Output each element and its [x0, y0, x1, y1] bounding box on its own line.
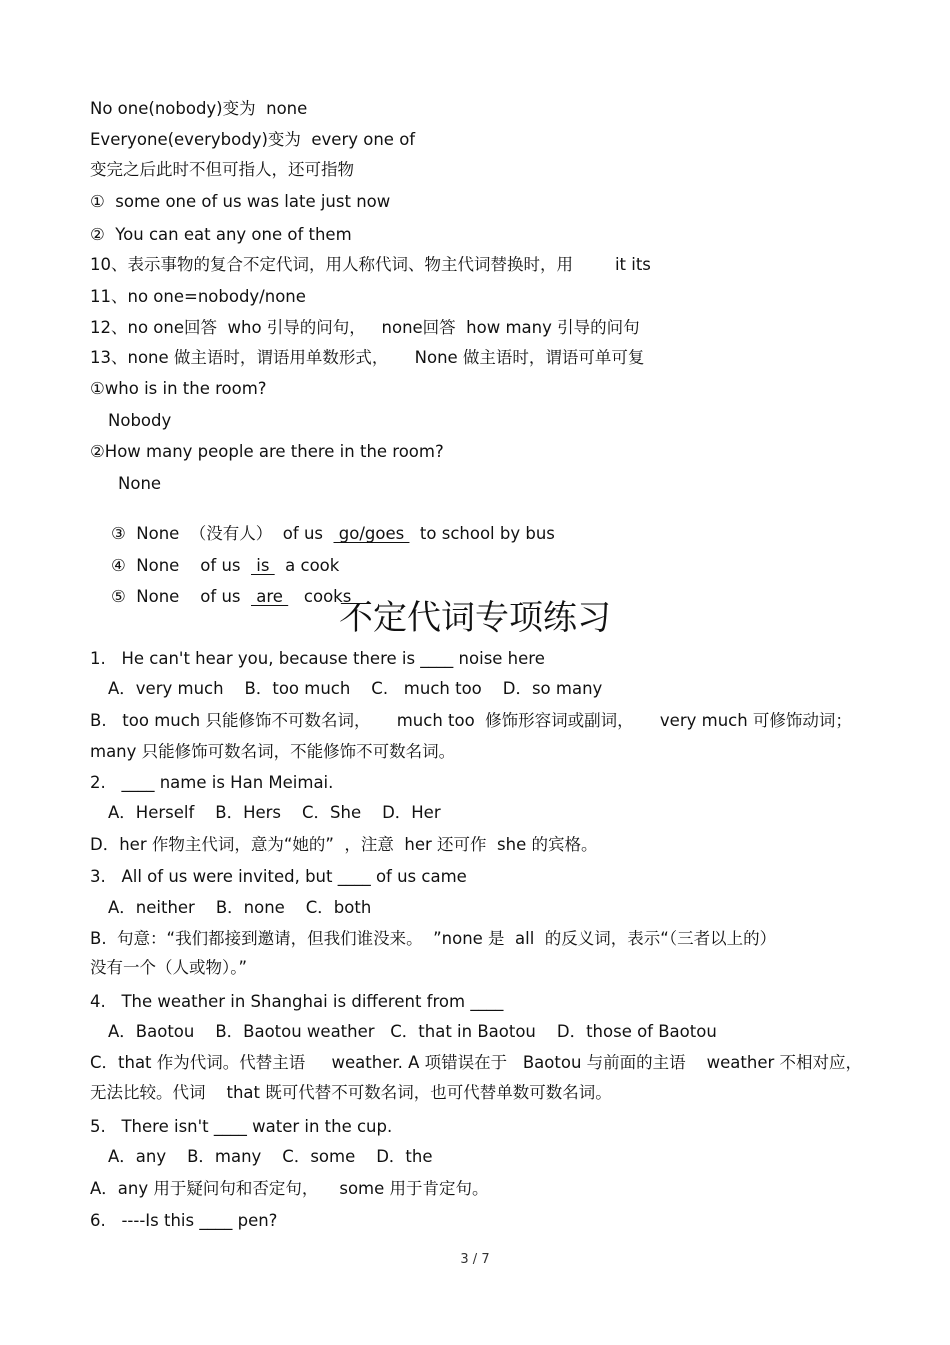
question-3-options: A．neither B．none C．both	[108, 898, 372, 917]
question-3: 3. All of us were invited, but ____ of us came	[90, 867, 467, 886]
question-6: 6. ----Is this ____ pen?	[90, 1211, 278, 1230]
section-title: 不定代词专项练习	[339, 598, 611, 638]
note-line-2: Everyone(everybody)变为 every one of	[90, 130, 416, 149]
sentence-answer: are	[251, 587, 289, 606]
note-line-3: 变完之后此时不但可指人，还可指物	[90, 160, 354, 179]
sentence-answer: is	[251, 556, 275, 575]
question-4-explanation-cont: 无法比较。代词 that 既可代替不可数名词，也可代替单数可数名词。	[90, 1083, 612, 1102]
note-line-11: 11、no one=nobody/none	[90, 287, 306, 306]
sentence-text: ⑤ None of us	[110, 587, 251, 606]
question-2-options: A．Herself B．Hers C．She D．Her	[108, 803, 441, 822]
sentence-text: ③ None （没有人） of us	[110, 524, 334, 543]
note-line-10: 10、表示事物的复合不定代词，用人称代词、物主代词替换时，用 it its	[90, 255, 651, 274]
note-line-12: 12、no one回答 who 引导的问句， none回答 how many 引导的问句	[90, 318, 640, 337]
sentence-text: to school by bus	[409, 524, 555, 543]
question-4-explanation: C．that 作为代词。代替主语 weather. A 项错误在于 Baotou 与前面的主语 weather 不相对应，	[90, 1053, 862, 1072]
page-number: 3 / 7	[460, 1252, 490, 1267]
sentence-text: cooks	[288, 587, 352, 606]
question-2: 2. ____ name is Han Meimai.	[90, 773, 334, 792]
question-2-explanation: D．her 作物主代词，意为“她的” ，注意 her 还可作 she 的宾格。	[90, 835, 598, 854]
example-answer-2: None	[118, 474, 162, 493]
question-5-explanation: A．any 用于疑问句和否定句， some 用于肯定句。	[90, 1179, 489, 1198]
example-answer-1: Nobody	[108, 411, 172, 430]
question-3-explanation-cont: 没有一个（人或物）。”	[90, 958, 248, 977]
question-1-explanation: B. too much 只能修饰不可数名词， much too 修饰形容词或副词， very much 可修饰动词；	[90, 711, 852, 730]
note-line-5: ② You can eat any one of them	[90, 225, 352, 244]
sentence-text: ④ None of us	[110, 556, 251, 575]
example-question-2: ②How many people are there in the room?	[90, 442, 444, 461]
note-line-4: ① some one of us was late just now	[90, 192, 391, 211]
example-question-1: ①who is in the room?	[90, 379, 267, 398]
note-line-13: 13、none 做主语时，谓语用单数形式， None 做主语时，谓语可单可复	[90, 348, 645, 367]
question-4: 4. The weather in Shanghai is different from ____	[90, 992, 504, 1011]
question-3-explanation: B. 句意：“我们都接到邀请，但我们谁没来。 ”none 是 all 的反义词，表示“（三者以上的）	[90, 929, 777, 948]
question-1: 1. He can't hear you, because there is ____ noise here	[90, 649, 545, 668]
question-4-options: A．Baotou B．Baotou weather C．that in Baotou D．those of Baotou	[108, 1022, 717, 1041]
sentence-text: a cook	[274, 556, 340, 575]
question-1-explanation-cont: many 只能修饰可数名词，不能修饰不可数名词。	[90, 742, 456, 761]
question-5: 5. There isn't ____ water in the cup.	[90, 1117, 393, 1136]
sentence-answer: go/goes	[333, 524, 410, 543]
question-1-options: A．very much B．too much C. much too D．so many	[108, 679, 603, 698]
note-line-1: No one(nobody)变为 none	[90, 99, 308, 118]
question-5-options: A．any B．many C．some D．the	[108, 1147, 433, 1166]
